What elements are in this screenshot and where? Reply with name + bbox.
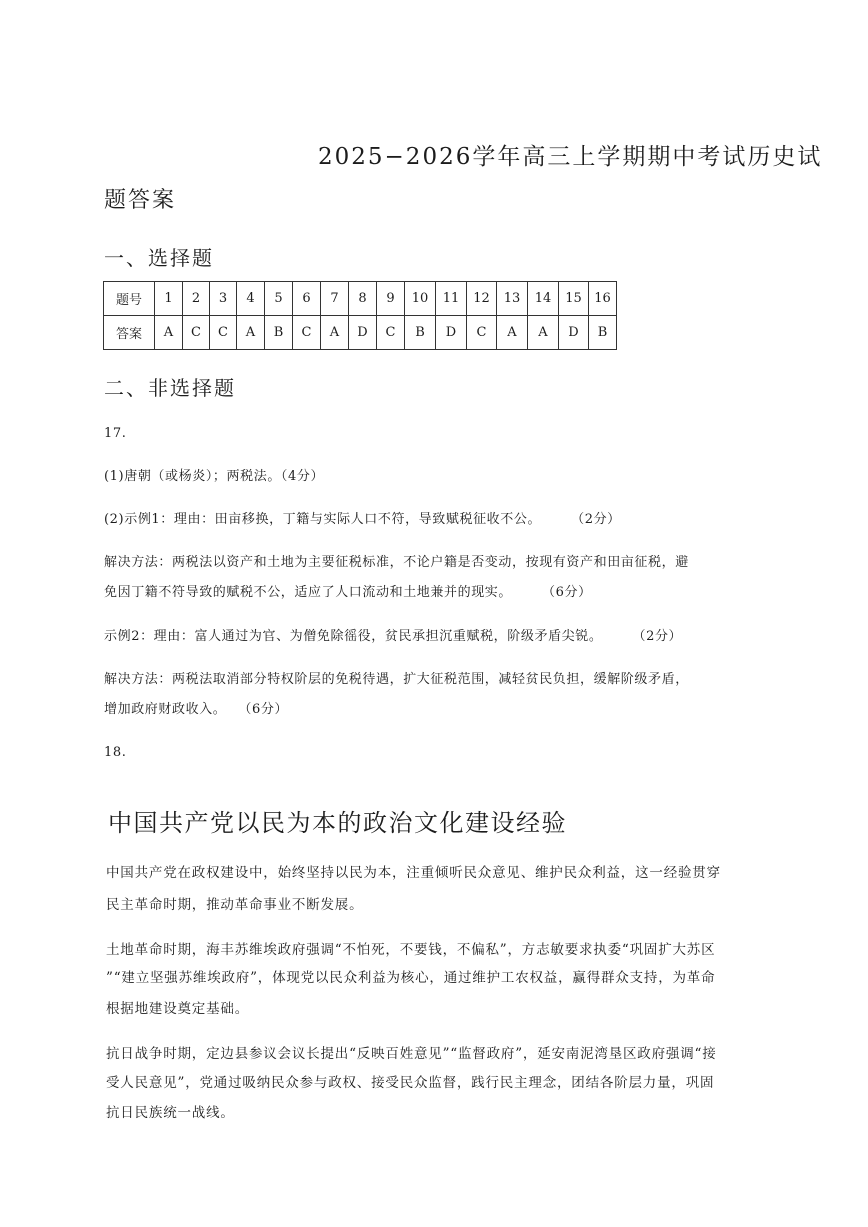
- answer-cell: B: [405, 316, 436, 350]
- question-number-cell: 8: [349, 282, 377, 316]
- essay-title: 中国共产党以民为本的政治文化建设经验: [108, 809, 567, 837]
- answer-cell: C: [377, 316, 405, 350]
- q18-para3-line3: 抗日民族统一战线。: [106, 1105, 235, 1121]
- q17-solution1-line2-text: 免因丁籍不符导致的赋税不公，适应了人口流动和土地兼并的现实。: [104, 585, 513, 600]
- answer-cell: B: [589, 316, 617, 350]
- question-number-cell: 15: [559, 282, 589, 316]
- q17-solution2-line2: [104, 698, 288, 717]
- q18-para2-line2: ”“建立坚强苏维埃政府”，体现党以民众利益为核心，通过维护工农权益，赢得群众支持，为革命: [106, 970, 716, 986]
- answer-cell: C: [467, 316, 497, 350]
- q17-example1-score: （2分）: [571, 512, 621, 527]
- answer-cell: C: [293, 316, 321, 350]
- question-number-cell: 7: [321, 282, 349, 316]
- question-number-cell: 10: [405, 282, 436, 316]
- q17-solution1-score: （6分）: [542, 585, 592, 600]
- document-title-line2: 题答案: [104, 188, 177, 213]
- q18-para3-line1: 抗日战争时期，定边县参议会议长提出“反映百姓意见”“监督政府”，延安南泥湾垦区政府强调“接: [106, 1046, 717, 1062]
- question-number-cell: 5: [265, 282, 293, 316]
- question-number-cell: 14: [528, 282, 559, 316]
- q17-part2-example1: [104, 508, 621, 527]
- row-label-number: 题号: [104, 282, 155, 316]
- answer-table: [103, 281, 617, 350]
- answer-cell: A: [155, 316, 183, 350]
- q17-example2: [104, 625, 682, 644]
- question-number-cell: 2: [183, 282, 210, 316]
- table-row-numbers: [104, 282, 617, 316]
- q17-solution2-score: （6分）: [238, 702, 289, 717]
- q17-solution1-line1: 解决方法：两税法以资产和土地为主要征税标准，不论户籍是否变动，按现有资产和田亩征税，避: [104, 555, 689, 570]
- question-number-cell: 9: [377, 282, 405, 316]
- answer-cell: D: [436, 316, 467, 350]
- question-number-cell: 4: [237, 282, 265, 316]
- answer-cell: A: [321, 316, 349, 350]
- q18-para2-line3: 根据地建设奠定基础。: [106, 1001, 249, 1017]
- q17-solution2-line2-text: 增加政府财政收入。: [104, 702, 227, 717]
- q17-part1: (1)唐朝（或杨炎）；两税法。（4分）: [104, 469, 325, 484]
- section-heading-choice: 一、选择题: [104, 246, 214, 270]
- question-18-number: 18.: [104, 745, 127, 760]
- question-number-cell: 6: [293, 282, 321, 316]
- question-number-cell: 13: [497, 282, 528, 316]
- table-row-answers: [104, 316, 617, 350]
- q18-para1-line1: 中国共产党在政权建设中，始终坚持以民为本，注重倾听民众意见、维护民众利益，这一经验贯穿: [106, 865, 721, 881]
- q17-solution2-line1: 解决方法：两税法取消部分特权阶层的免税待遇，扩大征税范围，减轻贫民负担，缓解阶级矛盾，: [104, 672, 689, 687]
- question-number-cell: 16: [589, 282, 617, 316]
- q17-example2-text: 示例2：理由：富人通过为官、为僧免除徭役，贫民承担沉重赋税，阶级矛盾尖锐。: [104, 629, 603, 644]
- answer-cell: A: [497, 316, 528, 350]
- question-number-cell: 3: [210, 282, 237, 316]
- question-number-cell: 12: [467, 282, 497, 316]
- answer-cell: A: [528, 316, 559, 350]
- answer-cell: B: [265, 316, 293, 350]
- question-number-cell: 11: [436, 282, 467, 316]
- q18-para3-line2: 受人民意见”，党通过吸纳民众参与政权、接受民众监督，践行民主理念，团结各阶层力量，巩固: [106, 1075, 715, 1091]
- answer-cell: C: [210, 316, 237, 350]
- row-label-answer: 答案: [104, 316, 155, 350]
- q17-example2-score: （2分）: [632, 629, 683, 644]
- answer-cell: C: [183, 316, 210, 350]
- q18-para1-line2: 民主革命时期，推动革命事业不断发展。: [106, 897, 364, 913]
- document-title-line1: 2025−2026学年高三上学期期中考试历史试: [318, 144, 823, 170]
- answer-cell: D: [559, 316, 589, 350]
- question-number-cell: 1: [155, 282, 183, 316]
- q18-para2-line1: 土地革命时期，海丰苏维埃政府强调“不怕死，不要钱，不偏私”，方志敏要求执委“巩固扩大苏区: [106, 942, 716, 958]
- answer-cell: D: [349, 316, 377, 350]
- question-17-number: 17.: [104, 426, 127, 441]
- q17-example1-text: (2)示例1：理由：田亩移换，丁籍与实际人口不符，导致赋税征收不公。: [104, 512, 542, 527]
- q17-solution1-line2: [104, 581, 592, 600]
- section-heading-nonchoice: 二、非选择题: [104, 376, 236, 400]
- answer-cell: A: [237, 316, 265, 350]
